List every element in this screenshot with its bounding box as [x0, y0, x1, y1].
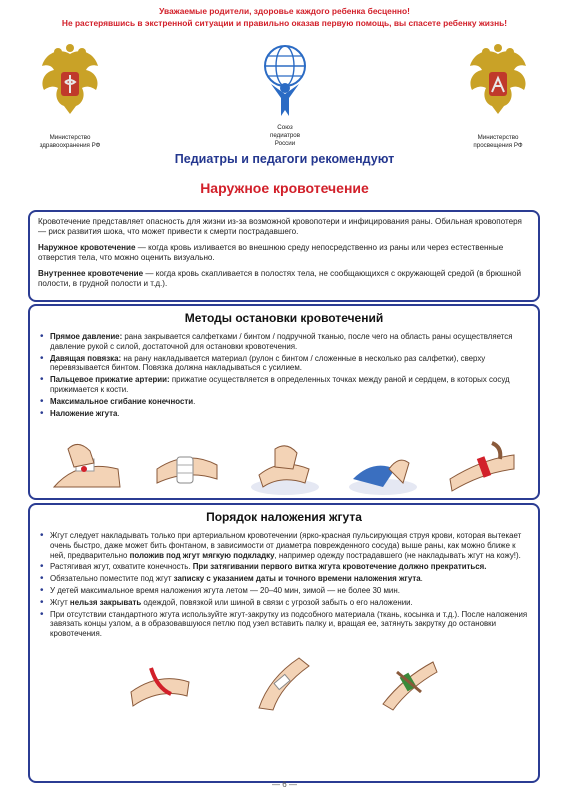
direct-pressure-illustration-icon: [48, 429, 126, 499]
double-eagle-emblem-icon: [34, 44, 106, 128]
page-number: — 6 —: [272, 780, 297, 789]
tourniquet-title: Порядок наложения жгута: [206, 510, 362, 524]
list-item: • При отсутствии стандартного жгута используйте жгут-закрутку из подсобного материала (ткань, косынка и т.д.). После наложения завязать концы узлом, а в образовавшуюся петлю под узел вставить палку и, вращая ее, затянуть закрутку до остановки кровотечения.: [50, 610, 530, 639]
globe-figure-icon: [255, 44, 315, 124]
tourniquet-list: [38, 531, 530, 639]
list-item: • Растягивая жгут, охватите конечность. При затягивании первого витка жгута кровотечение должно прекратиться.: [50, 562, 530, 572]
ministry-education-logo: [462, 44, 534, 133]
list-item: • Жгут нельзя закрывать одеждой, повязкой или шиной в связи с угрозой забыть о его наложении.: [50, 598, 530, 608]
intro-paragraph-2: Наружное кровотечение — когда кровь изливается во внешнюю среду непосредственно из раны или через естественные отверстия тела, что можно оценить визуально.: [38, 242, 504, 263]
ministry-health-name: Министерство здравоохранения РФ: [39, 134, 101, 149]
intro-box: [28, 210, 540, 302]
recommend-heading: Педиатры и педагоги рекомендуют: [174, 152, 395, 166]
tourniquet-step-2-icon: [249, 648, 319, 712]
limb-flexion-illustration-icon: [343, 429, 421, 499]
header-line-1: Уважаемые родители, здоровье каждого ребенка бесценно!: [159, 6, 410, 16]
list-item: • Наложение жгута.: [50, 409, 530, 419]
list-item: • Давящая повязка: на рану накладывается материал (рулон с бинтом / сложенные в несколько раз салфетки), сверху перевязывается бинтом. Повязка должна накладываться с усилием.: [50, 354, 530, 374]
artery-press-illustration-icon: [245, 429, 323, 499]
methods-illustrations: [38, 428, 530, 500]
list-item: • Максимальное сгибание конечности.: [50, 397, 530, 407]
tourniquet-box: [28, 503, 540, 783]
pressure-bandage-illustration-icon: [147, 429, 225, 499]
tourniquet-illustrations: [38, 647, 530, 713]
ministry-health-logo: [34, 44, 106, 133]
list-item: • Обязательно поместите под жгут записку с указанием даты и точного времени наложения жгута.: [50, 574, 530, 584]
pediatric-union-name: Союз педиатров России: [269, 124, 301, 147]
intro-paragraph-1: Кровотечение представляет опасность для жизни из-за возможной кровопотери и инфицирования раны. Обильная кровопотеря — риск развития шока, что может привести к смерти пострадавшего.: [38, 217, 522, 237]
methods-title: Методы остановки кровотечений: [184, 311, 384, 325]
double-eagle-emblem-icon: [462, 44, 534, 128]
methods-box: [28, 304, 540, 500]
tourniquet-step-3-icon: [373, 648, 443, 712]
tourniquet-apply-illustration-icon: [442, 429, 520, 499]
page-title: Наружное кровотечение: [200, 180, 369, 196]
list-item: • У детей максимальное время наложения жгута летом — 20–40 мин, зимой — не более 30 мин.: [50, 586, 530, 596]
pediatric-union-logo: [255, 44, 315, 129]
list-item: • Жгут следует накладывать только при артериальном кровотечении (ярко-красная пульсирующая струя крови, которая вытекает очень быстро, даже может бить фонтаном, в зависимости от диаметра поврежденного сосуда) выше раны, как можно ближе к ней, предварительно положив под жгут мягкую подкладку, например одежду пострадавшего (не накладывать жгут на кожу!).: [50, 531, 530, 560]
header-line-2: Не растерявшись в экстренной ситуации и правильно оказав первую помощь, вы спасете ребенку жизнь!: [61, 18, 508, 28]
tourniquet-step-1-icon: [125, 648, 195, 712]
list-item: • Пальцевое прижатие артерии: прижатие осуществляется в определенных точках между раной и сердцем, в которых сосуд прижимается к кости.: [50, 375, 530, 395]
methods-list: [38, 332, 530, 418]
ministry-education-name: Министерство просвещения РФ: [473, 134, 523, 149]
list-item: • Прямое давление: рана закрывается салфетками / бинтом / подручной тканью, после чего на область раны осуществляется давление рукой с силой, достаточной для остановки кровотечения.: [50, 332, 530, 352]
intro-paragraph-3: Внутреннее кровотечение — когда кровь скапливается в полостях тела, не сообщающихся с окружающей средой (в брюшной полости, в грудной полости и т.д.).: [38, 268, 522, 289]
